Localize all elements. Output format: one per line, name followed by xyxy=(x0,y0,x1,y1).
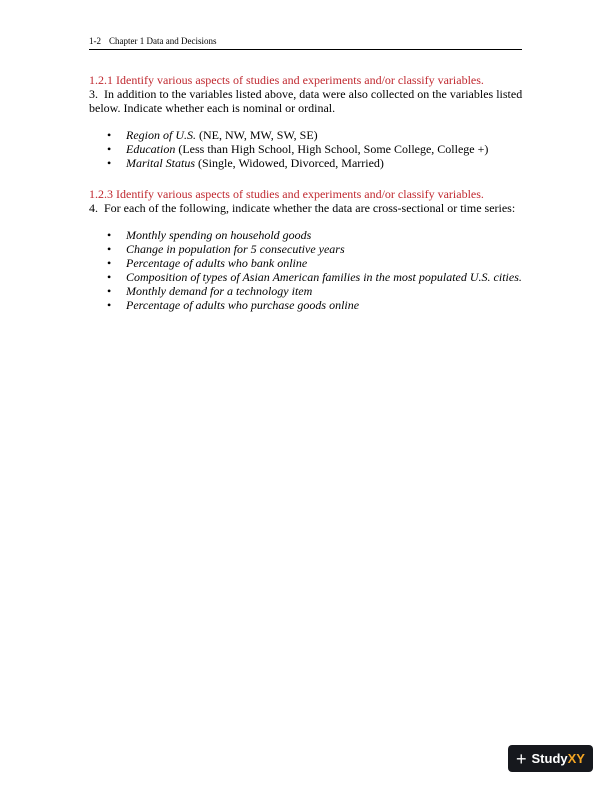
list-item xyxy=(89,156,529,170)
item-term: Education xyxy=(126,142,176,156)
bullet-icon: • xyxy=(107,228,112,242)
studyxy-logo-badge[interactable] xyxy=(508,745,593,772)
item-term: Monthly demand for a technology item xyxy=(126,284,313,298)
learning-objective: 1.2.3 Identify various aspects of studies and experiments and/or classify variables. xyxy=(89,187,484,201)
item-term: Percentage of adults who purchase goods online xyxy=(126,298,360,312)
list-item xyxy=(89,270,529,284)
bullet-icon: • xyxy=(107,256,112,270)
item-term: Change in population for 5 consecutive years xyxy=(126,242,345,256)
bullet-icon: • xyxy=(107,270,112,284)
list-item xyxy=(89,284,529,298)
learning-objective: 1.2.1 Identify various aspects of studies and experiments and/or classify variables. xyxy=(89,73,484,87)
chapter-title: Chapter 1 Data and Decisions xyxy=(109,36,217,46)
item-term: Marital Status xyxy=(126,156,196,170)
list-item xyxy=(89,256,529,270)
list-item xyxy=(89,228,529,242)
bullet-icon: • xyxy=(107,142,112,156)
list-item xyxy=(89,242,529,256)
bullet-icon: • xyxy=(107,298,112,312)
question-body: For each of the following, indicate whether the data are cross-sectional or time series: xyxy=(104,201,516,215)
item-detail: (Less than High School, High School, Some College, College +) xyxy=(175,142,489,156)
bullet-icon: • xyxy=(107,156,112,170)
question-4-section xyxy=(89,187,529,312)
question-body: In addition to the variables listed above, data were also collected on the variables listed below. Indicate whether each is nominal or ordinal. xyxy=(89,87,523,115)
plus-icon: + xyxy=(516,748,527,769)
bullet-icon: • xyxy=(107,242,112,256)
item-term: Composition of types of Asian American families in the most populated U.S. cities. xyxy=(126,270,522,284)
variable-list xyxy=(89,128,529,170)
running-header xyxy=(89,36,522,50)
data-type-list xyxy=(89,228,529,312)
question-number: 4. xyxy=(89,201,98,215)
bullet-icon: • xyxy=(107,128,112,142)
list-item xyxy=(89,128,529,142)
item-term: Percentage of adults who bank online xyxy=(126,256,308,270)
list-item xyxy=(89,142,529,156)
brand-main: Study xyxy=(531,751,568,766)
page-number: 1-2 xyxy=(89,36,101,46)
item-term: Region of U.S. xyxy=(126,128,196,142)
item-detail: (NE, NW, MW, SW, SE) xyxy=(196,128,318,142)
question-number: 3. xyxy=(89,87,98,101)
brand-accent: XY xyxy=(567,751,585,766)
item-detail: (Single, Widowed, Divorced, Married) xyxy=(195,156,384,170)
list-item xyxy=(89,298,529,312)
item-term: Monthly spending on household goods xyxy=(126,228,312,242)
bullet-icon: • xyxy=(107,284,112,298)
question-text xyxy=(89,87,529,115)
question-3-section xyxy=(89,73,529,170)
question-text xyxy=(89,201,529,215)
